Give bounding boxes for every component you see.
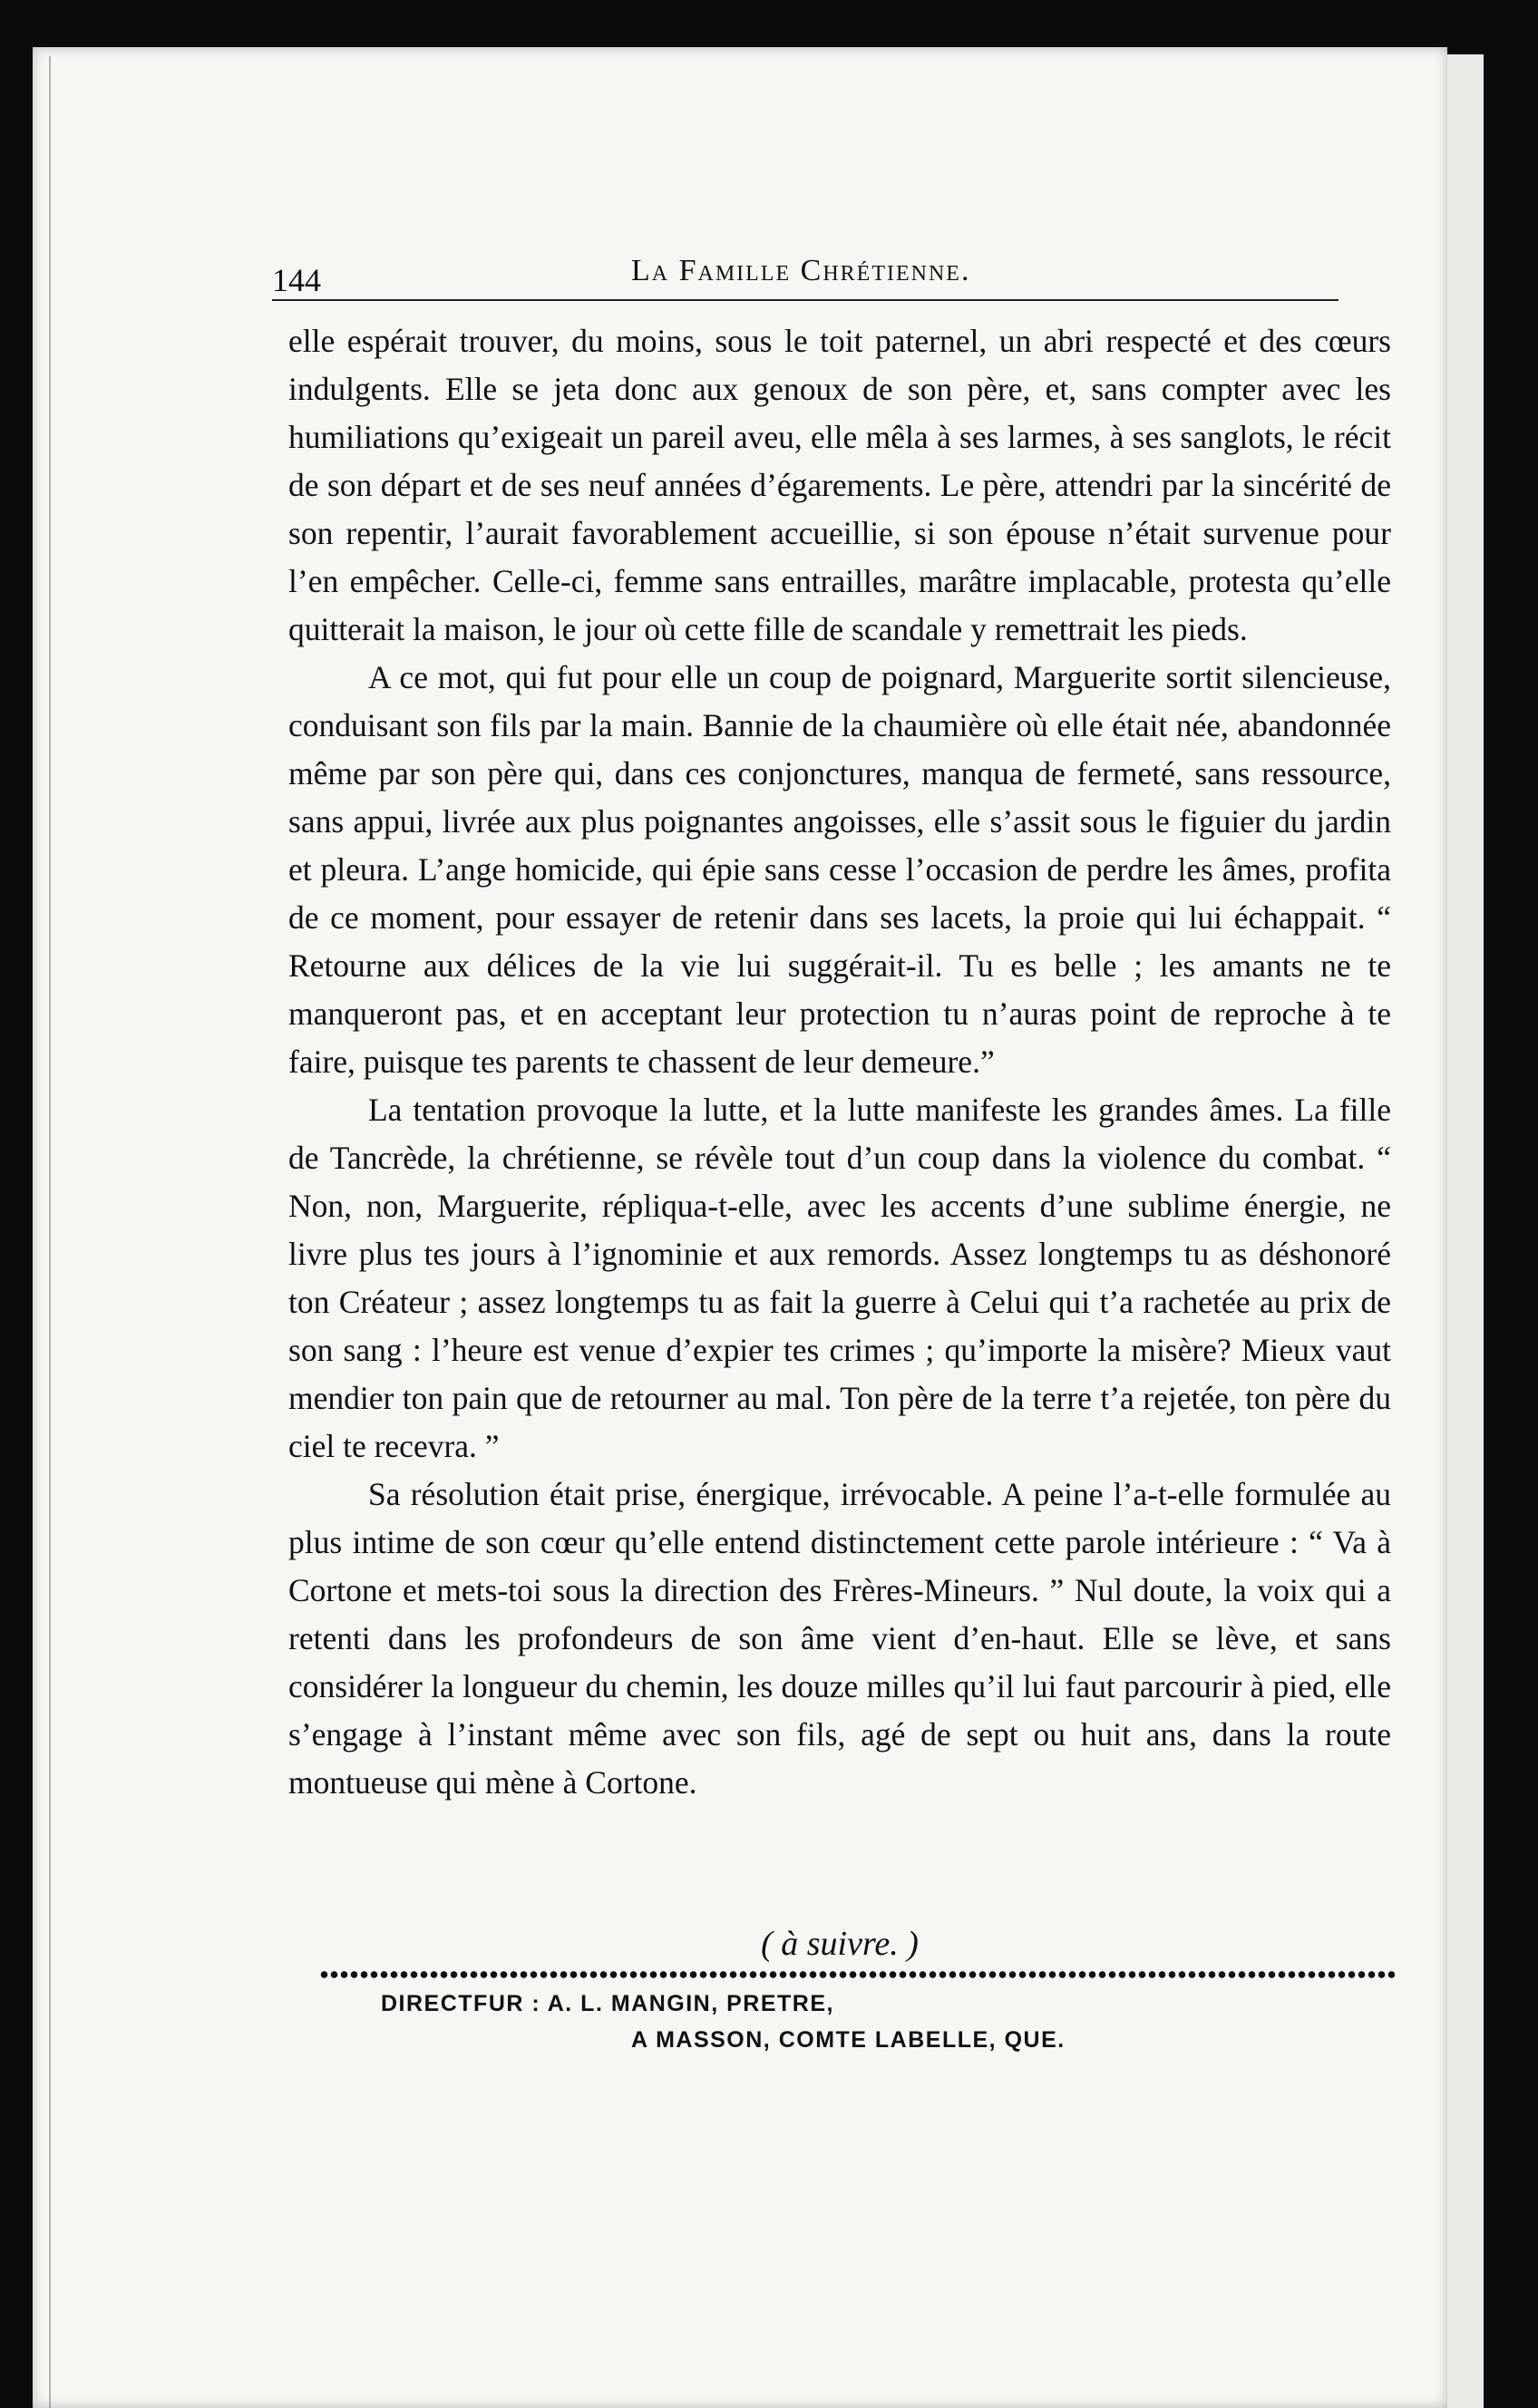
page-header [250,210,1364,297]
page-gutter-line [49,56,51,2408]
header-rule [272,299,1338,301]
body-text [288,317,1391,1807]
colophon-address: A MASSON, COMTE LABELLE, QUE. [631,2027,1066,2053]
paragraph-4: Sa résolution était prise, énergique, irrévocable. A peine l’a-t-elle formulée au plus intime de son cœur qu’elle entend distinctement cette parole intérieure : “ Va à Cortone et mets-toi sous la direction des Frères-Mineurs. ” Nul doute, la voix qui a retenti dans les profondeurs de son âme vient d’en-haut. Elle se lève, et sans considérer la longueur du chemin, les douze milles qu’il lui faut parcourir à pied, elle s’engage à l’instant même avec son fils, agé de sept ou huit ans, dans la route montueuse qui mène à Cortone. [288,1476,1391,1801]
paragraph-1: elle espérait trouver, du moins, sous le toit paternel, un abri respecté et des cœurs indulgents. Elle se jeta donc aux genoux de son père, et, sans compter avec les humiliations qu’exigeait un pareil aveu, elle mêla à ses larmes, à ses sanglots, le récit de son départ et de ses neuf années d’égarements. Le père, attendri par la sincérité de son repentir, l’aurait favorablement accueillie, si son épouse n’était survenue pour l’en empêcher. Celle-ci, femme sans entrailles, marâtre implacable, protesta qu’elle quitterait la maison, le jour où cette fille de scandale y remettrait les pieds. [288,323,1391,647]
adjacent-page-edge [1447,54,1484,2408]
colophon-director: DIRECTFUR : A. L. MANGIN, PRETRE, [381,1991,834,2016]
paragraph-2: A ce mot, qui fut pour elle un coup de poignard, Marguerite sortit silencieuse, conduisant son fils par la main. Bannie de la chaumière où elle était née, abandonnée même par son père qui, dans ces conjonctures, manqua de fermeté, sans ressource, sans appui, livrée aux plus poignantes angoisses, elle s’assit sous le figuier du jardin et pleura. L’ange homicide, qui épie sans cesse l’occasion de perdre les âmes, profita de ce moment, pour essayer de retenir dans ses lacets, la proie qui lui échappait. “ Retourne aux délices de la vie lui suggérait-il. Tu es belle ; les amants ne te manqueront pas, et en acceptant leur protection tu n’auras point de reproche à te faire, puisque tes parents te chassent de leur demeure.” [288,659,1391,1080]
continuation-note: ( à suivre. ) [761,1925,919,1963]
page-number: 144 [272,262,321,298]
running-title: La Famille Chrétienne. [631,254,971,287]
dotted-rule [319,1969,1395,1980]
paragraph-3: La tentation provoque la lutte, et la lutte manifeste les grandes âmes. La fille de Tancrède, la chrétienne, se révèle tout d’un coup dans la violence du combat. “ Non, non, Marguerite, répliqua-t-elle, avec les accents d’une sublime énergie, ne livre plus tes jours à l’ignominie et aux remords. Assez longtemps tu as déshonoré ton Créateur ; assez longtemps tu as fait la guerre à Celui qui t’a rachetée au prix de son sang : l’heure est venue d’expier tes crimes ; qu’importe la misère? Mieux vaut mendier ton pain que de retourner au mal. Ton père de la terre t’a rejetée, ton père du ciel te recevra. ” [288,1092,1391,1464]
